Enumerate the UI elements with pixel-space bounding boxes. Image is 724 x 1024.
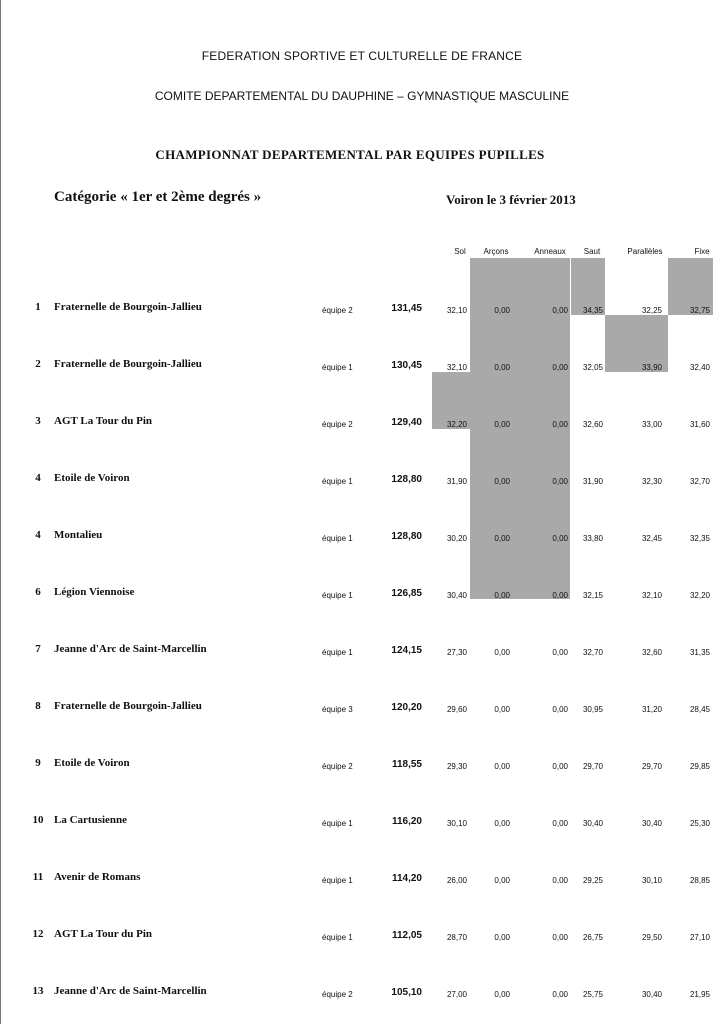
score-arcons: 0,00 [494, 363, 510, 372]
score-arcons: 0,00 [494, 477, 510, 486]
team-label: équipe 2 [322, 306, 353, 315]
total-score: 120,20 [391, 702, 422, 713]
total-score: 128,80 [391, 474, 422, 485]
team-label: équipe 2 [322, 420, 353, 429]
score-saut: 32,15 [582, 591, 603, 600]
score-paralleles: 29,50 [641, 933, 662, 942]
column-header-arcons: Arçons [483, 247, 509, 256]
score-saut: 26,75 [582, 933, 603, 942]
score-fixe: 32,40 [689, 363, 710, 372]
score-saut: 32,60 [582, 420, 603, 429]
score-arcons: 0,00 [494, 876, 510, 885]
table-row [0, 871, 724, 891]
score-saut: 30,95 [582, 705, 603, 714]
score-paralleles: 30,40 [641, 990, 662, 999]
club-name: AGT La Tour du Pin [54, 928, 153, 940]
score-paralleles: 29,70 [641, 762, 662, 771]
score-anneaux: 0,00 [552, 990, 568, 999]
club-name: Jeanne d'Arc de Saint-Marcellin [54, 985, 207, 997]
table-row [0, 586, 724, 606]
rank-cell: 12 [32, 928, 44, 940]
table-row [0, 814, 724, 834]
total-score: 131,45 [391, 303, 422, 314]
rank-cell: 4 [35, 529, 41, 541]
club-name: AGT La Tour du Pin [54, 415, 153, 427]
score-anneaux: 0,00 [552, 477, 568, 486]
total-score: 118,55 [391, 759, 422, 770]
club-name: Etoile de Voiron [54, 757, 130, 769]
score-anneaux: 0,00 [552, 306, 568, 315]
table-row [0, 928, 724, 948]
table-row [0, 529, 724, 549]
score-fixe: 32,20 [689, 591, 710, 600]
column-header-saut: Saut [583, 247, 601, 256]
score-paralleles: 33,90 [641, 363, 662, 372]
score-arcons: 0,00 [494, 933, 510, 942]
score-saut: 29,25 [582, 876, 603, 885]
score-arcons: 0,00 [494, 990, 510, 999]
total-score: 130,45 [391, 360, 422, 371]
team-label: équipe 1 [322, 933, 353, 942]
score-paralleles: 31,20 [641, 705, 662, 714]
score-anneaux: 0,00 [552, 762, 568, 771]
team-label: équipe 1 [322, 363, 353, 372]
club-name: Fraternelle de Bourgoin-Jallieu [54, 358, 202, 370]
club-name: Etoile de Voiron [54, 472, 130, 484]
score-arcons: 0,00 [494, 591, 510, 600]
score-sol: 30,20 [446, 534, 467, 543]
table-row [0, 472, 724, 492]
score-sol: 32,10 [446, 306, 467, 315]
category-label: Catégorie « 1er et 2ème degrés » [54, 189, 262, 205]
team-label: équipe 2 [322, 762, 353, 771]
score-arcons: 0,00 [494, 306, 510, 315]
score-arcons: 0,00 [494, 534, 510, 543]
rank-cell: 1 [35, 301, 41, 313]
score-fixe: 32,70 [689, 477, 710, 486]
rank-cell: 8 [35, 700, 41, 712]
score-sol: 26,00 [446, 876, 467, 885]
score-sol: 30,40 [446, 591, 467, 600]
rank-cell: 11 [32, 871, 44, 883]
rank-cell: 3 [35, 415, 41, 427]
table-row [0, 415, 724, 435]
score-anneaux: 0,00 [552, 420, 568, 429]
score-fixe: 27,10 [689, 933, 710, 942]
club-name: Fraternelle de Bourgoin-Jallieu [54, 301, 202, 313]
total-score: 124,15 [391, 645, 422, 656]
total-score: 105,10 [391, 987, 422, 998]
score-anneaux: 0,00 [552, 363, 568, 372]
table-row [0, 985, 724, 1005]
score-sol: 32,20 [446, 420, 467, 429]
team-label: équipe 1 [322, 819, 353, 828]
score-anneaux: 0,00 [552, 876, 568, 885]
score-sol: 28,70 [446, 933, 467, 942]
club-name: La Cartusienne [54, 814, 128, 826]
score-fixe: 31,60 [689, 420, 710, 429]
rank-cell: 9 [35, 757, 41, 769]
championship-title: CHAMPIONNAT DEPARTEMENTAL PAR EQUIPES PUPILLES [155, 147, 545, 162]
score-fixe: 31,35 [689, 648, 710, 657]
score-saut: 34,35 [582, 306, 603, 315]
club-name: Légion Viennoise [54, 586, 135, 598]
table-row [0, 643, 724, 663]
column-header-anneaux: Anneaux [534, 247, 566, 256]
column-header-sol: Sol [454, 247, 466, 256]
rank-cell: 7 [35, 643, 41, 655]
score-paralleles: 30,40 [641, 819, 662, 828]
total-score: 114,20 [391, 873, 422, 884]
score-fixe: 32,35 [689, 534, 710, 543]
rank-cell: 13 [32, 985, 44, 997]
total-score: 116,20 [391, 816, 422, 827]
club-name: Avenir de Romans [54, 871, 141, 883]
score-saut: 32,05 [582, 363, 603, 372]
score-anneaux: 0,00 [552, 648, 568, 657]
club-name: Fraternelle de Bourgoin-Jallieu [54, 700, 202, 712]
score-saut: 25,75 [582, 990, 603, 999]
score-fixe: 28,85 [689, 876, 710, 885]
score-paralleles: 32,60 [641, 648, 662, 657]
score-saut: 31,90 [582, 477, 603, 486]
score-sol: 30,10 [446, 819, 467, 828]
score-paralleles: 30,10 [641, 876, 662, 885]
score-paralleles: 32,30 [641, 477, 662, 486]
score-sol: 29,30 [446, 762, 467, 771]
rank-cell: 2 [35, 358, 41, 370]
location-date: Voiron le 3 février 2013 [446, 192, 576, 207]
score-anneaux: 0,00 [552, 819, 568, 828]
score-paralleles: 32,25 [641, 306, 662, 315]
score-saut: 32,70 [582, 648, 603, 657]
column-header-paralleles: Parallèles [627, 247, 663, 256]
score-sol: 27,30 [446, 648, 467, 657]
score-saut: 30,40 [582, 819, 603, 828]
score-arcons: 0,00 [494, 819, 510, 828]
team-label: équipe 1 [322, 591, 353, 600]
score-paralleles: 32,10 [641, 591, 662, 600]
team-label: équipe 2 [322, 990, 353, 999]
score-anneaux: 0,00 [552, 591, 568, 600]
team-label: équipe 1 [322, 534, 353, 543]
score-fixe: 32,75 [689, 306, 710, 315]
total-score: 126,85 [391, 588, 422, 599]
table-row [0, 757, 724, 777]
column-header-fixe: Fixe [694, 247, 710, 256]
table-row [0, 301, 724, 321]
rank-cell: 4 [35, 472, 41, 484]
score-paralleles: 32,45 [641, 534, 662, 543]
team-label: équipe 3 [322, 705, 353, 714]
committee-title: COMITE DEPARTEMENTAL DU DAUPHINE – GYMNASTIQUE MASCULINE [154, 89, 570, 103]
total-score: 128,80 [391, 531, 422, 542]
score-arcons: 0,00 [494, 648, 510, 657]
score-fixe: 29,85 [689, 762, 710, 771]
federation-title: FEDERATION SPORTIVE ET CULTURELLE DE FRANCE [201, 49, 523, 63]
score-saut: 33,80 [582, 534, 603, 543]
team-label: équipe 1 [322, 648, 353, 657]
score-arcons: 0,00 [494, 705, 510, 714]
table-row [0, 700, 724, 720]
total-score: 112,05 [391, 930, 422, 941]
team-label: équipe 1 [322, 477, 353, 486]
rank-cell: 6 [35, 586, 41, 598]
rank-cell: 10 [32, 814, 44, 826]
club-name: Jeanne d'Arc de Saint-Marcellin [54, 643, 207, 655]
score-saut: 29,70 [582, 762, 603, 771]
score-sol: 27,00 [446, 990, 467, 999]
score-paralleles: 33,00 [641, 420, 662, 429]
score-sol: 32,10 [446, 363, 467, 372]
score-anneaux: 0,00 [552, 534, 568, 543]
score-fixe: 25,30 [689, 819, 710, 828]
table-row [0, 358, 724, 378]
score-arcons: 0,00 [494, 762, 510, 771]
score-sol: 31,90 [446, 477, 467, 486]
club-name: Montalieu [54, 529, 103, 541]
score-arcons: 0,00 [494, 420, 510, 429]
team-label: équipe 1 [322, 876, 353, 885]
total-score: 129,40 [391, 417, 422, 428]
score-fixe: 28,45 [689, 705, 710, 714]
score-sol: 29,60 [446, 705, 467, 714]
score-anneaux: 0,00 [552, 933, 568, 942]
score-fixe: 21,95 [689, 990, 710, 999]
score-anneaux: 0,00 [552, 705, 568, 714]
